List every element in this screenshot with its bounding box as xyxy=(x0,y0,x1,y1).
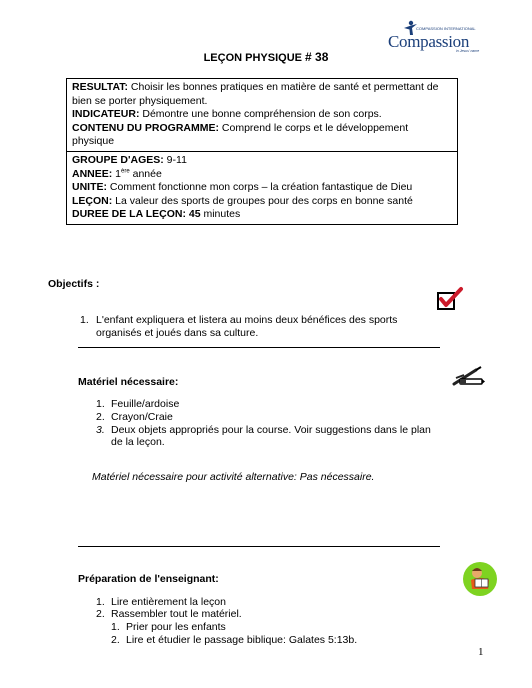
preparation-subitem-2-number: 2. xyxy=(111,634,120,646)
duree-unit: minutes xyxy=(200,208,241,220)
logo-wordmark: Compassion xyxy=(388,32,470,51)
lesson-info-box xyxy=(66,151,458,225)
lecon-text: La valeur des sports de groupes pour des corps en bonne santé xyxy=(112,194,413,207)
preparation-item-2: Rassembler tout le matériel. xyxy=(111,608,242,620)
preparation-heading: Préparation de l'enseignant: xyxy=(78,573,219,585)
groupe-line xyxy=(72,154,452,168)
duree-line xyxy=(72,208,452,222)
preparation-subitem-2: Lire et étudier le passage biblique: Galates 5:13b. xyxy=(126,634,358,646)
indicateur-label: INDICATEUR: xyxy=(72,108,140,120)
materiel-item-1: Feuille/ardoise xyxy=(111,398,180,410)
materiel-item-3-number: 3. xyxy=(96,424,105,436)
annee-number: 1 xyxy=(112,167,122,180)
preparation-item-1: Lire entièrement la leçon xyxy=(111,596,226,608)
unite-label: UNITE: xyxy=(72,181,107,193)
checkbox-check-icon xyxy=(436,286,464,312)
duree-value: 45 xyxy=(185,208,201,220)
title-number: # 38 xyxy=(305,50,329,64)
materiel-heading: Matériel nécessaire: xyxy=(78,376,179,388)
annee-line xyxy=(72,168,452,182)
resultat-label: RESULTAT: xyxy=(72,81,128,93)
logo-small-text: COMPASSION INTERNATIONAL xyxy=(416,26,476,31)
preparation-item-1-number: 1. xyxy=(96,596,105,608)
logo-tagline: in Jesus' name xyxy=(456,49,480,53)
objectifs-item-line2: organisés et joués dans sa culture. xyxy=(96,327,259,339)
preparation-subitem-1-number: 1. xyxy=(111,621,120,633)
indicateur-text: Démontre une bonne compréhension de son corps. xyxy=(139,108,382,120)
materiel-item-1-number: 1. xyxy=(96,398,105,410)
resultat-line-2: bien se porter physiquement. xyxy=(72,94,208,107)
contenu-line xyxy=(72,122,452,149)
page-title xyxy=(0,50,532,64)
annee-sup: ère xyxy=(121,168,130,174)
preparation-item-2-number: 2. xyxy=(96,608,105,620)
materiel-item-3-line1: Deux objets appropriés pour la course. Voir suggestions dans le plan xyxy=(111,424,431,436)
resultat-text: Choisir les bonnes pratiques en matière de santé et permettant de xyxy=(128,81,439,93)
resultat-line xyxy=(72,81,452,95)
materiel-item-2: Crayon/Craie xyxy=(111,411,173,423)
groupe-label: GROUPE D'AGES: xyxy=(72,154,164,166)
materiel-item-3-line2: de la leçon. xyxy=(111,436,165,448)
groupe-text: 9-11 xyxy=(163,154,187,166)
indicateur-line xyxy=(72,108,452,122)
contenu-text: Comprend le corps et le développement physique xyxy=(72,121,409,147)
title-text: LEÇON PHYSIQUE xyxy=(203,52,302,64)
annee-text: année xyxy=(129,167,162,180)
lecon-label: LEÇON: xyxy=(72,194,113,207)
compassion-logo xyxy=(388,20,488,54)
contenu-label: CONTENU DU PROGRAMME: xyxy=(72,121,219,134)
preparation-subitem-1: Prier pour les enfants xyxy=(126,621,226,633)
unite-text: Comment fonctionne mon corps – la création fantastique de Dieu xyxy=(107,181,413,193)
objectifs-heading: Objectifs : xyxy=(48,278,100,290)
page-number: 1 xyxy=(478,646,484,658)
materiel-alternative: Matériel nécessaire pour activité alternative: Pas nécessaire. xyxy=(92,471,375,483)
objectifs-item-line1: L'enfant expliquera et listera au moins deux bénéfices des sports xyxy=(96,314,398,326)
pencil-crayon-icon xyxy=(450,364,486,388)
reading-child-icon xyxy=(461,560,499,598)
duree-label: DUREE DE LA LEÇON: xyxy=(72,208,186,220)
annee-label: ANNEE: xyxy=(72,167,113,180)
lecon-line xyxy=(72,195,452,209)
outcome-box xyxy=(66,78,458,152)
divider-1 xyxy=(78,347,440,348)
materiel-item-2-number: 2. xyxy=(96,411,105,423)
objectifs-item-number: 1. xyxy=(80,314,89,326)
unite-line xyxy=(72,181,452,195)
divider-2 xyxy=(78,546,440,547)
